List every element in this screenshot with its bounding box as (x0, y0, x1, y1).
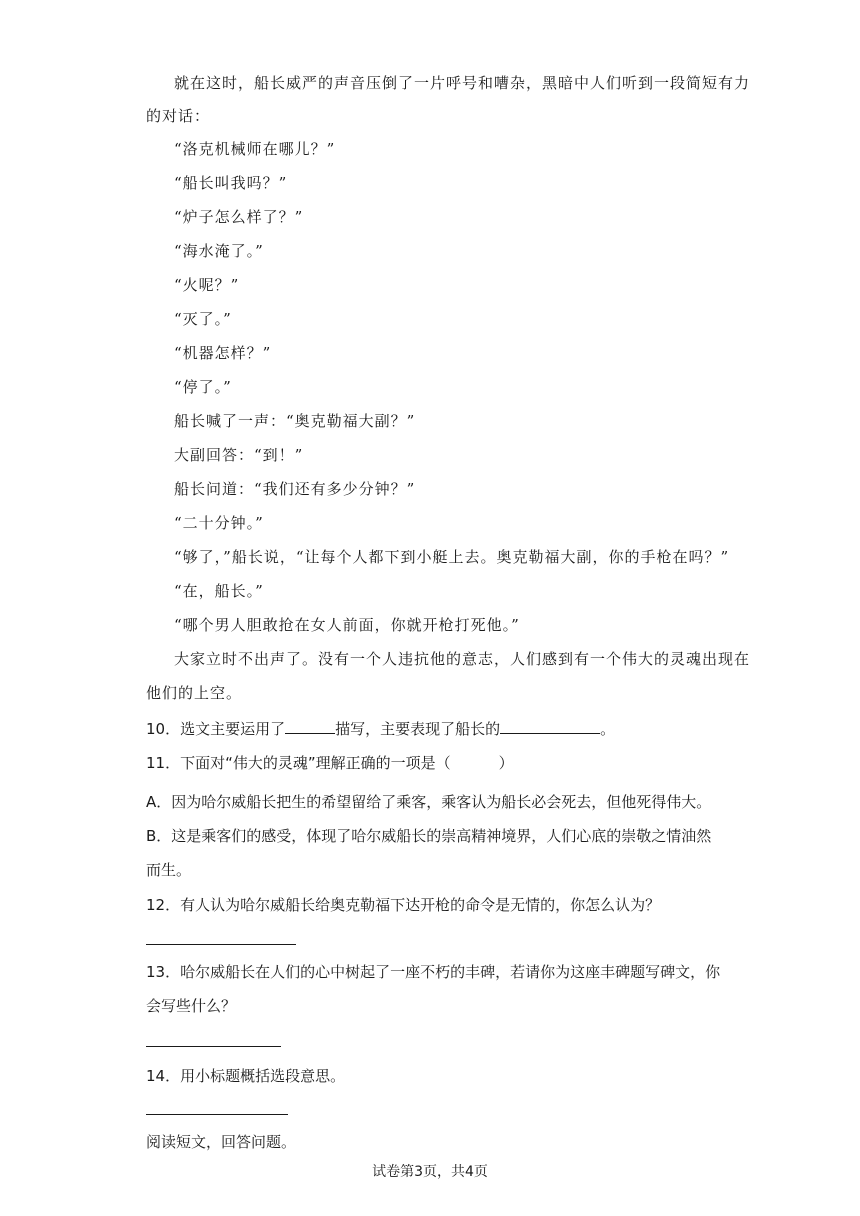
dialogue-line: “船长叫我吗？” (174, 174, 288, 192)
q10-text-b: 描写，主要表现了船长的 (335, 720, 501, 738)
q10-blank-1[interactable] (285, 717, 335, 734)
dialogue-line: “火呢？” (174, 276, 240, 294)
passage-closing-line2: 他们的上空。 (146, 684, 243, 702)
passage-intro-line2: 的对话： (146, 107, 211, 125)
q10-text-c: 。 (600, 720, 616, 738)
question-14: 14．用小标题概括选段意思。 (146, 1067, 346, 1085)
q13-answer-line[interactable] (146, 1046, 281, 1047)
question-13-line2: 会写些什么？ (146, 997, 237, 1015)
q11-option-a: A．因为哈尔威船长把生的希望留给了乘客，乘客认为船长必会死去，但他死得伟大。 (146, 793, 712, 811)
dialogue-line: “机器怎样？” (174, 344, 272, 362)
q11-option-b-line2: 而生。 (146, 861, 192, 879)
dialogue-line: “灭了。” (174, 310, 232, 328)
dialogue-line: 船长喊了一声：“奥克勒福大副？” (174, 412, 416, 430)
question-10 (146, 717, 615, 739)
dialogue-line: “二十分钟。” (174, 514, 264, 532)
q10-text-a: 10．选文主要运用了 (146, 720, 286, 738)
passage-closing-line1: 大家立时不出声了。没有一个人违抗他的意志，人们感到有一个伟大的灵魂出现在 (174, 650, 751, 668)
question-12: 12．有人认为哈尔威船长给奥克勒福下达开枪的命令是无情的，你怎么认为？ (146, 896, 661, 914)
dialogue-line: “够了，”船长说，“让每个人都下到小艇上去。奥克勒福大副，你的手枪在吗？” (174, 548, 730, 566)
passage-intro-line1: 就在这时，船长威严的声音压倒了一片呼号和嘈杂，黑暗中人们听到一段简短有力 (174, 74, 751, 92)
dialogue-line: “洛克机械师在哪儿？” (174, 140, 336, 158)
next-section-heading: 阅读短文，回答问题。 (146, 1133, 297, 1151)
q11-text: 11．下面对“伟大的灵魂”理解正确的一项是（ (146, 754, 451, 772)
dialogue-line: “海水淹了。” (174, 242, 264, 260)
dialogue-line: 船长问道：“我们还有多少分钟？” (174, 480, 416, 498)
dialogue-line: “炉子怎么样了？” (174, 208, 304, 226)
q14-answer-line[interactable] (146, 1114, 288, 1115)
q11-option-b-line1: B．这是乘客们的感受，体现了哈尔威船长的崇高精神境界，人们心底的崇敬之情油然 (146, 827, 712, 845)
q11-paren-close: ） (498, 754, 514, 772)
question-13-line1: 13．哈尔威船长在人们的心中树起了一座不朽的丰碑，若请你为这座丰碑题写碑文，你 (146, 963, 721, 981)
q12-answer-line[interactable] (146, 944, 296, 945)
dialogue-line: 大副回答：“到！” (174, 446, 304, 464)
question-11 (146, 753, 514, 773)
dialogue-line: “停了。” (174, 378, 232, 396)
q10-blank-2[interactable] (500, 717, 600, 734)
page-footer: 试卷第3页，共4页 (372, 1164, 488, 1180)
dialogue-line: “在，船长。” (174, 582, 264, 600)
dialogue-line: “哪个男人胆敢抢在女人前面，你就开枪打死他。” (174, 616, 520, 634)
